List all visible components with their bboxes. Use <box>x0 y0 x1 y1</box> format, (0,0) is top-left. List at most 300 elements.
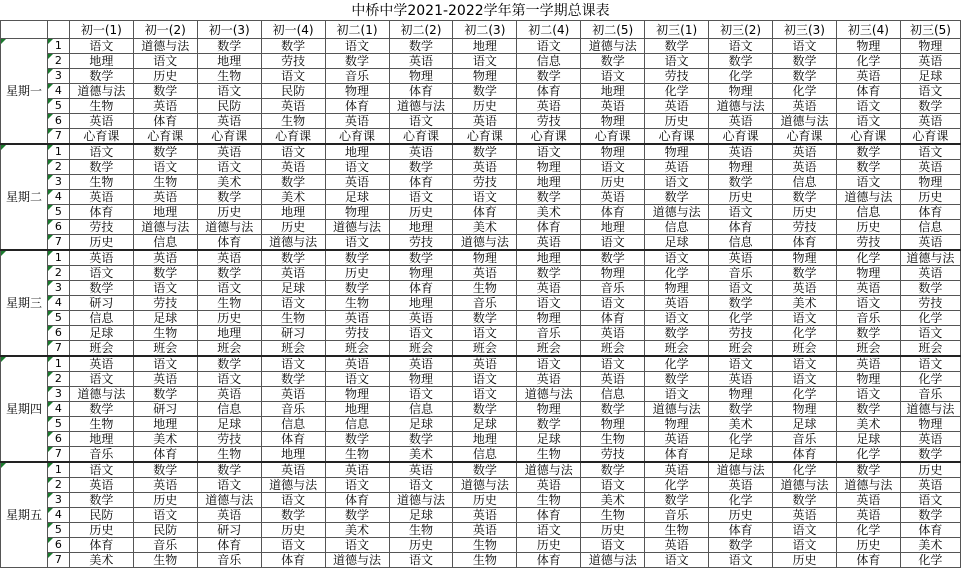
class-header[interactable]: 初二(1) <box>325 21 389 39</box>
subject-cell[interactable]: 英语 <box>773 99 837 114</box>
subject-cell[interactable]: 语文 <box>773 523 837 538</box>
subject-cell[interactable]: 历史 <box>581 523 645 538</box>
subject-cell[interactable]: 物理 <box>836 39 900 54</box>
subject-cell[interactable]: 信息 <box>197 402 261 417</box>
subject-cell[interactable]: 英语 <box>517 99 581 114</box>
subject-cell[interactable]: 劳技 <box>836 235 900 251</box>
subject-cell[interactable]: 生物 <box>69 99 133 114</box>
subject-cell[interactable]: 语文 <box>900 84 960 99</box>
subject-cell[interactable]: 物理 <box>773 250 837 266</box>
subject-cell[interactable]: 语文 <box>197 84 261 99</box>
subject-cell[interactable]: 英语 <box>709 478 773 493</box>
subject-cell[interactable]: 美术 <box>389 447 453 463</box>
period-number[interactable]: 1 <box>47 462 69 478</box>
subject-cell[interactable]: 物理 <box>645 144 709 160</box>
subject-cell[interactable]: 心育课 <box>836 129 900 145</box>
subject-cell[interactable]: 化学 <box>709 493 773 508</box>
subject-cell[interactable]: 历史 <box>197 205 261 220</box>
subject-cell[interactable]: 地理 <box>389 220 453 235</box>
subject-cell[interactable]: 历史 <box>69 235 133 251</box>
subject-cell[interactable]: 数学 <box>69 69 133 84</box>
period-number[interactable]: 1 <box>47 39 69 54</box>
subject-cell[interactable]: 语文 <box>325 372 389 387</box>
subject-cell[interactable]: 语文 <box>581 356 645 372</box>
subject-cell[interactable]: 生物 <box>261 311 325 326</box>
subject-cell[interactable]: 语文 <box>453 326 517 341</box>
subject-cell[interactable]: 语文 <box>645 250 709 266</box>
subject-cell[interactable]: 英语 <box>325 462 389 478</box>
subject-cell[interactable]: 语文 <box>453 387 517 402</box>
subject-cell[interactable]: 数学 <box>709 296 773 311</box>
subject-cell[interactable]: 道德与法 <box>645 402 709 417</box>
subject-cell[interactable]: 心育课 <box>389 129 453 145</box>
subject-cell[interactable]: 足球 <box>389 508 453 523</box>
subject-cell[interactable]: 语文 <box>453 190 517 205</box>
period-number[interactable]: 2 <box>47 266 69 281</box>
subject-cell[interactable]: 班会 <box>581 341 645 357</box>
subject-cell[interactable]: 语文 <box>133 54 197 69</box>
subject-cell[interactable]: 道德与法 <box>261 478 325 493</box>
subject-cell[interactable]: 数学 <box>453 402 517 417</box>
subject-cell[interactable]: 音乐 <box>133 538 197 553</box>
subject-cell[interactable]: 心育课 <box>69 129 133 145</box>
subject-cell[interactable]: 足球 <box>325 190 389 205</box>
subject-cell[interactable]: 体育 <box>517 220 581 235</box>
subject-cell[interactable]: 语文 <box>645 175 709 190</box>
subject-cell[interactable]: 化学 <box>836 250 900 266</box>
subject-cell[interactable]: 道德与法 <box>197 493 261 508</box>
subject-cell[interactable]: 心育课 <box>517 129 581 145</box>
subject-cell[interactable]: 道德与法 <box>261 235 325 251</box>
subject-cell[interactable]: 地理 <box>517 250 581 266</box>
subject-cell[interactable]: 数学 <box>325 432 389 447</box>
subject-cell[interactable]: 体育 <box>133 447 197 463</box>
subject-cell[interactable]: 数学 <box>133 84 197 99</box>
subject-cell[interactable]: 信息 <box>453 447 517 463</box>
class-header[interactable]: 初二(5) <box>581 21 645 39</box>
subject-cell[interactable]: 道德与法 <box>453 235 517 251</box>
subject-cell[interactable]: 心育课 <box>581 129 645 145</box>
period-number[interactable]: 2 <box>47 478 69 493</box>
subject-cell[interactable]: 语文 <box>773 372 837 387</box>
period-number[interactable]: 3 <box>47 69 69 84</box>
subject-cell[interactable]: 历史 <box>517 538 581 553</box>
subject-cell[interactable]: 数学 <box>261 175 325 190</box>
subject-cell[interactable]: 英语 <box>645 462 709 478</box>
subject-cell[interactable]: 体育 <box>325 493 389 508</box>
subject-cell[interactable]: 民防 <box>261 84 325 99</box>
subject-cell[interactable]: 语文 <box>261 144 325 160</box>
subject-cell[interactable]: 语文 <box>836 114 900 129</box>
subject-cell[interactable]: 心育课 <box>900 129 960 145</box>
subject-cell[interactable]: 数学 <box>261 372 325 387</box>
subject-cell[interactable]: 民防 <box>197 99 261 114</box>
subject-cell[interactable]: 物理 <box>581 266 645 281</box>
subject-cell[interactable]: 英语 <box>645 296 709 311</box>
subject-cell[interactable]: 物理 <box>389 266 453 281</box>
subject-cell[interactable]: 语文 <box>836 296 900 311</box>
subject-cell[interactable]: 数学 <box>389 250 453 266</box>
subject-cell[interactable]: 班会 <box>773 341 837 357</box>
subject-cell[interactable]: 音乐 <box>197 553 261 568</box>
subject-cell[interactable]: 劳技 <box>453 175 517 190</box>
subject-cell[interactable]: 语文 <box>645 387 709 402</box>
subject-cell[interactable]: 英语 <box>69 356 133 372</box>
subject-cell[interactable]: 道德与法 <box>773 478 837 493</box>
subject-cell[interactable]: 劳技 <box>389 235 453 251</box>
subject-cell[interactable]: 物理 <box>836 266 900 281</box>
subject-cell[interactable]: 数学 <box>517 69 581 84</box>
subject-cell[interactable]: 化学 <box>900 372 960 387</box>
subject-cell[interactable]: 体育 <box>69 538 133 553</box>
subject-cell[interactable]: 物理 <box>453 250 517 266</box>
subject-cell[interactable]: 道德与法 <box>517 387 581 402</box>
subject-cell[interactable]: 语文 <box>133 160 197 175</box>
subject-cell[interactable]: 体育 <box>325 99 389 114</box>
subject-cell[interactable]: 道德与法 <box>325 220 389 235</box>
subject-cell[interactable]: 美术 <box>517 205 581 220</box>
subject-cell[interactable]: 劳技 <box>773 220 837 235</box>
subject-cell[interactable]: 化学 <box>645 84 709 99</box>
subject-cell[interactable]: 信息 <box>581 387 645 402</box>
subject-cell[interactable]: 英语 <box>900 114 960 129</box>
subject-cell[interactable]: 数学 <box>581 462 645 478</box>
subject-cell[interactable]: 道德与法 <box>709 462 773 478</box>
subject-cell[interactable]: 语文 <box>325 235 389 251</box>
subject-cell[interactable]: 数学 <box>453 311 517 326</box>
subject-cell[interactable]: 生物 <box>69 175 133 190</box>
subject-cell[interactable]: 语文 <box>836 175 900 190</box>
subject-cell[interactable]: 英语 <box>325 311 389 326</box>
subject-cell[interactable]: 语文 <box>453 54 517 69</box>
subject-cell[interactable]: 心育课 <box>197 129 261 145</box>
class-header[interactable]: 初二(3) <box>453 21 517 39</box>
subject-cell[interactable]: 生物 <box>581 508 645 523</box>
subject-cell[interactable]: 历史 <box>900 462 960 478</box>
subject-cell[interactable]: 劳技 <box>197 432 261 447</box>
subject-cell[interactable]: 语文 <box>389 478 453 493</box>
subject-cell[interactable]: 道德与法 <box>709 99 773 114</box>
subject-cell[interactable]: 足球 <box>197 417 261 432</box>
subject-cell[interactable]: 数学 <box>709 54 773 69</box>
subject-cell[interactable]: 班会 <box>900 341 960 357</box>
period-number[interactable]: 6 <box>47 538 69 553</box>
subject-cell[interactable]: 生物 <box>389 523 453 538</box>
subject-cell[interactable]: 道德与法 <box>836 478 900 493</box>
subject-cell[interactable]: 体育 <box>261 553 325 568</box>
subject-cell[interactable]: 生物 <box>69 417 133 432</box>
subject-cell[interactable]: 研习 <box>69 296 133 311</box>
subject-cell[interactable]: 数学 <box>581 54 645 69</box>
subject-cell[interactable]: 数学 <box>69 493 133 508</box>
period-number[interactable]: 7 <box>47 341 69 357</box>
subject-cell[interactable]: 地理 <box>261 205 325 220</box>
period-number[interactable]: 6 <box>47 114 69 129</box>
subject-cell[interactable]: 地理 <box>453 432 517 447</box>
subject-cell[interactable]: 生物 <box>325 296 389 311</box>
day-label[interactable]: 星期二 <box>1 144 48 250</box>
subject-cell[interactable]: 道德与法 <box>836 190 900 205</box>
subject-cell[interactable]: 数学 <box>261 250 325 266</box>
subject-cell[interactable]: 物理 <box>581 144 645 160</box>
period-number[interactable]: 5 <box>47 417 69 432</box>
class-header[interactable]: 初三(4) <box>836 21 900 39</box>
subject-cell[interactable]: 英语 <box>389 356 453 372</box>
subject-cell[interactable]: 历史 <box>645 114 709 129</box>
subject-cell[interactable]: 历史 <box>261 523 325 538</box>
subject-cell[interactable]: 数学 <box>517 417 581 432</box>
subject-cell[interactable]: 研习 <box>261 326 325 341</box>
subject-cell[interactable]: 道德与法 <box>389 99 453 114</box>
subject-cell[interactable]: 信息 <box>517 54 581 69</box>
subject-cell[interactable]: 道德与法 <box>645 205 709 220</box>
subject-cell[interactable]: 民防 <box>133 523 197 538</box>
subject-cell[interactable]: 信息 <box>133 235 197 251</box>
subject-cell[interactable]: 音乐 <box>581 281 645 296</box>
subject-cell[interactable]: 语文 <box>709 39 773 54</box>
subject-cell[interactable]: 语文 <box>389 326 453 341</box>
subject-cell[interactable]: 数学 <box>69 402 133 417</box>
subject-cell[interactable]: 语文 <box>900 493 960 508</box>
subject-cell[interactable]: 英语 <box>69 190 133 205</box>
subject-cell[interactable]: 心育课 <box>325 129 389 145</box>
day-label[interactable]: 星期一 <box>1 39 48 145</box>
subject-cell[interactable]: 数学 <box>453 462 517 478</box>
subject-cell[interactable]: 化学 <box>709 432 773 447</box>
subject-cell[interactable]: 英语 <box>197 144 261 160</box>
subject-cell[interactable]: 地理 <box>389 296 453 311</box>
subject-cell[interactable]: 班会 <box>453 341 517 357</box>
subject-cell[interactable]: 英语 <box>773 281 837 296</box>
subject-cell[interactable]: 数学 <box>133 462 197 478</box>
subject-cell[interactable]: 数学 <box>709 402 773 417</box>
subject-cell[interactable]: 班会 <box>389 341 453 357</box>
subject-cell[interactable]: 劳技 <box>325 326 389 341</box>
subject-cell[interactable]: 英语 <box>389 54 453 69</box>
period-number[interactable]: 6 <box>47 432 69 447</box>
subject-cell[interactable]: 化学 <box>645 356 709 372</box>
subject-cell[interactable]: 历史 <box>773 553 837 568</box>
subject-cell[interactable]: 道德与法 <box>900 402 960 417</box>
subject-cell[interactable]: 数学 <box>645 39 709 54</box>
subject-cell[interactable]: 体育 <box>581 311 645 326</box>
period-number[interactable]: 7 <box>47 235 69 251</box>
subject-cell[interactable]: 足球 <box>517 432 581 447</box>
subject-cell[interactable]: 音乐 <box>69 447 133 463</box>
subject-cell[interactable]: 数学 <box>645 493 709 508</box>
subject-cell[interactable]: 英语 <box>709 250 773 266</box>
subject-cell[interactable]: 生物 <box>133 175 197 190</box>
subject-cell[interactable]: 英语 <box>133 478 197 493</box>
subject-cell[interactable]: 劳技 <box>581 447 645 463</box>
subject-cell[interactable]: 音乐 <box>517 326 581 341</box>
subject-cell[interactable]: 英语 <box>709 372 773 387</box>
subject-cell[interactable]: 历史 <box>581 175 645 190</box>
subject-cell[interactable]: 英语 <box>581 99 645 114</box>
subject-cell[interactable]: 数学 <box>581 402 645 417</box>
subject-cell[interactable]: 道德与法 <box>773 114 837 129</box>
subject-cell[interactable]: 英语 <box>325 356 389 372</box>
subject-cell[interactable]: 生物 <box>261 114 325 129</box>
subject-cell[interactable]: 英语 <box>453 160 517 175</box>
class-header[interactable]: 初三(3) <box>773 21 837 39</box>
subject-cell[interactable]: 英语 <box>645 160 709 175</box>
period-number[interactable]: 1 <box>47 250 69 266</box>
subject-cell[interactable]: 语文 <box>773 356 837 372</box>
subject-cell[interactable]: 语文 <box>709 281 773 296</box>
period-number[interactable]: 3 <box>47 493 69 508</box>
subject-cell[interactable]: 英语 <box>133 372 197 387</box>
subject-cell[interactable]: 数学 <box>517 266 581 281</box>
subject-cell[interactable]: 语文 <box>197 281 261 296</box>
subject-cell[interactable]: 英语 <box>836 493 900 508</box>
period-number[interactable]: 5 <box>47 99 69 114</box>
subject-cell[interactable]: 语文 <box>325 160 389 175</box>
subject-cell[interactable]: 语文 <box>709 205 773 220</box>
subject-cell[interactable]: 数学 <box>836 144 900 160</box>
subject-cell[interactable]: 足球 <box>389 417 453 432</box>
subject-cell[interactable]: 历史 <box>133 493 197 508</box>
subject-cell[interactable]: 数学 <box>581 250 645 266</box>
subject-cell[interactable]: 语文 <box>69 462 133 478</box>
subject-cell[interactable]: 化学 <box>773 387 837 402</box>
subject-cell[interactable]: 历史 <box>133 69 197 84</box>
subject-cell[interactable]: 数学 <box>836 462 900 478</box>
subject-cell[interactable]: 语文 <box>389 387 453 402</box>
subject-cell[interactable]: 生物 <box>197 296 261 311</box>
subject-cell[interactable]: 美术 <box>836 417 900 432</box>
subject-cell[interactable]: 地理 <box>69 432 133 447</box>
subject-cell[interactable]: 物理 <box>325 387 389 402</box>
subject-cell[interactable]: 体育 <box>900 523 960 538</box>
subject-cell[interactable]: 地理 <box>325 144 389 160</box>
period-number[interactable]: 7 <box>47 447 69 463</box>
subject-cell[interactable]: 体育 <box>581 205 645 220</box>
subject-cell[interactable]: 物理 <box>645 281 709 296</box>
subject-cell[interactable]: 数学 <box>197 39 261 54</box>
subject-cell[interactable]: 英语 <box>581 372 645 387</box>
subject-cell[interactable]: 道德与法 <box>581 553 645 568</box>
subject-cell[interactable]: 英语 <box>836 508 900 523</box>
subject-cell[interactable]: 物理 <box>709 160 773 175</box>
subject-cell[interactable]: 道德与法 <box>517 462 581 478</box>
subject-cell[interactable]: 体育 <box>517 508 581 523</box>
subject-cell[interactable]: 生物 <box>581 432 645 447</box>
subject-cell[interactable]: 数学 <box>773 190 837 205</box>
subject-cell[interactable]: 生物 <box>453 281 517 296</box>
subject-cell[interactable]: 班会 <box>709 341 773 357</box>
subject-cell[interactable]: 劳技 <box>69 220 133 235</box>
subject-cell[interactable]: 历史 <box>900 190 960 205</box>
subject-cell[interactable]: 信息 <box>836 205 900 220</box>
subject-cell[interactable]: 语文 <box>581 235 645 251</box>
subject-cell[interactable]: 历史 <box>836 538 900 553</box>
subject-cell[interactable]: 英语 <box>900 266 960 281</box>
subject-cell[interactable]: 数学 <box>389 39 453 54</box>
subject-cell[interactable]: 数学 <box>645 326 709 341</box>
subject-cell[interactable]: 化学 <box>773 84 837 99</box>
subject-cell[interactable]: 生物 <box>453 538 517 553</box>
subject-cell[interactable]: 体育 <box>645 447 709 463</box>
subject-cell[interactable]: 语文 <box>69 372 133 387</box>
subject-cell[interactable]: 足球 <box>836 432 900 447</box>
subject-cell[interactable]: 化学 <box>773 462 837 478</box>
class-header[interactable]: 初二(4) <box>517 21 581 39</box>
subject-cell[interactable]: 化学 <box>709 311 773 326</box>
subject-cell[interactable]: 班会 <box>325 341 389 357</box>
subject-cell[interactable]: 数学 <box>69 281 133 296</box>
subject-cell[interactable]: 英语 <box>709 144 773 160</box>
subject-cell[interactable]: 足球 <box>453 417 517 432</box>
subject-cell[interactable]: 英语 <box>453 114 517 129</box>
subject-cell[interactable]: 语文 <box>197 160 261 175</box>
period-number[interactable]: 5 <box>47 205 69 220</box>
subject-cell[interactable]: 足球 <box>261 281 325 296</box>
subject-cell[interactable]: 音乐 <box>773 432 837 447</box>
subject-cell[interactable]: 生物 <box>133 553 197 568</box>
subject-cell[interactable]: 历史 <box>261 220 325 235</box>
subject-cell[interactable]: 语文 <box>261 356 325 372</box>
subject-cell[interactable]: 语文 <box>261 69 325 84</box>
subject-cell[interactable]: 语文 <box>773 311 837 326</box>
subject-cell[interactable]: 体育 <box>900 205 960 220</box>
subject-cell[interactable]: 体育 <box>773 235 837 251</box>
subject-cell[interactable]: 数学 <box>197 190 261 205</box>
subject-cell[interactable]: 体育 <box>836 84 900 99</box>
subject-cell[interactable]: 历史 <box>389 205 453 220</box>
subject-cell[interactable]: 生物 <box>325 447 389 463</box>
subject-cell[interactable]: 信息 <box>69 311 133 326</box>
subject-cell[interactable]: 体育 <box>389 84 453 99</box>
subject-cell[interactable]: 数学 <box>325 508 389 523</box>
subject-cell[interactable]: 地理 <box>197 54 261 69</box>
subject-cell[interactable]: 道德与法 <box>581 39 645 54</box>
subject-cell[interactable]: 美术 <box>197 175 261 190</box>
subject-cell[interactable]: 地理 <box>69 54 133 69</box>
subject-cell[interactable]: 英语 <box>453 523 517 538</box>
subject-cell[interactable]: 语文 <box>261 296 325 311</box>
subject-cell[interactable]: 英语 <box>133 250 197 266</box>
subject-cell[interactable]: 美术 <box>900 538 960 553</box>
subject-cell[interactable]: 英语 <box>773 160 837 175</box>
subject-cell[interactable]: 心育课 <box>261 129 325 145</box>
subject-cell[interactable]: 英语 <box>581 190 645 205</box>
subject-cell[interactable]: 语文 <box>517 39 581 54</box>
subject-cell[interactable]: 化学 <box>900 553 960 568</box>
subject-cell[interactable]: 英语 <box>517 281 581 296</box>
subject-cell[interactable]: 道德与法 <box>197 220 261 235</box>
period-number[interactable]: 6 <box>47 220 69 235</box>
subject-cell[interactable]: 数学 <box>453 84 517 99</box>
subject-cell[interactable]: 数学 <box>325 250 389 266</box>
subject-cell[interactable]: 历史 <box>709 508 773 523</box>
subject-cell[interactable]: 地理 <box>581 84 645 99</box>
subject-cell[interactable]: 数学 <box>133 144 197 160</box>
subject-cell[interactable]: 道德与法 <box>900 250 960 266</box>
subject-cell[interactable]: 语文 <box>709 356 773 372</box>
subject-cell[interactable]: 数学 <box>453 144 517 160</box>
subject-cell[interactable]: 物理 <box>517 160 581 175</box>
subject-cell[interactable]: 英语 <box>69 114 133 129</box>
subject-cell[interactable]: 语文 <box>133 281 197 296</box>
subject-cell[interactable]: 地理 <box>325 402 389 417</box>
subject-cell[interactable]: 英语 <box>709 114 773 129</box>
subject-cell[interactable]: 心育课 <box>453 129 517 145</box>
subject-cell[interactable]: 物理 <box>836 372 900 387</box>
subject-cell[interactable]: 音乐 <box>645 508 709 523</box>
subject-cell[interactable]: 数学 <box>261 508 325 523</box>
subject-cell[interactable]: 历史 <box>389 538 453 553</box>
